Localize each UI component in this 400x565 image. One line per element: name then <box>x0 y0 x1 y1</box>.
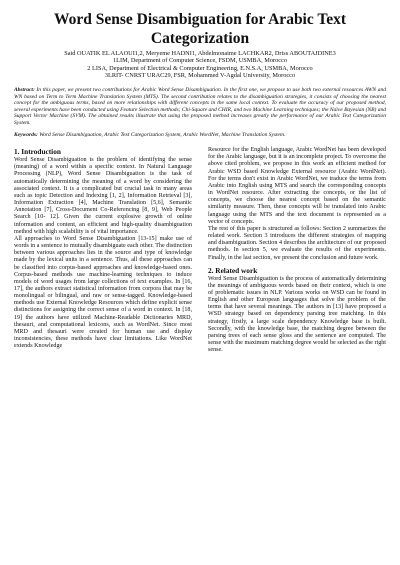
abstract-label: Abstract: <box>14 87 35 94</box>
keywords-text: Word Sense Disambiguation, Arabic Text Categorization System, Arabic WordNet, Machine Translation System. <box>39 131 286 138</box>
keywords-label: Keywords: <box>14 131 38 138</box>
paragraph: Resource for the English language, Arabic WordNet has been developed for the Arabic language, but it is an incomplete project. To overcome the above cited problem, we propose in this work an efficient method for Arabic WSD based Knowledge External resource (Arabic WordNet). For the terms don't exist in Arabic WordNet, we traduce the terms from Arabic into English using MTS and search the corresponding concepts in WordNet resource. After extracting the concepts, or the list of concepts, we choose the nearest concept based on the semantic similarity measure. Then, these concepts will be translated into Arabic language using the MTS and the text document is represented as a vector of concepts. <box>208 147 386 225</box>
affiliation-2: 2 LISA, Department of Electrical & Computer Engineering, E.N.S.A, USMBA, Morocco <box>87 64 313 72</box>
section-heading-introduction: 1. Introduction <box>14 147 61 157</box>
affiliation-1: 1LIM, Department of Computer Science, FSDM, USMBA, Morocco <box>112 57 288 65</box>
section-heading-related-work: 2. Related work <box>208 265 258 275</box>
author-list: Said OUATIK EL ALAOUI1,2, Meryeme HADNI1, Abdelmonaime LACHKAR2, Driss ABOUTAJDINE3 <box>64 50 336 57</box>
affiliation-3: 3LRIT- CNRST URAC29, FSR, Mohammed V-Agdal University, Morocco <box>104 71 296 79</box>
keywords <box>14 132 386 139</box>
title-line-1: Word Sense Disambiguation for Arabic Text <box>53 11 347 28</box>
paragraph: All approaches to Word Sense Disambiguation [13-15] make use of words in a sentence to mutually disambiguate each other. The distinction between various approaches lies in the source and type of knowledge made by the lexical units in a sentence. Thus, all these approaches can be classified into corpus-based approaches and knowledge-based ones. Corpus-based methods use machine-learning techniques to induce models of word usages from large collections of text examples. In [16, 17], the authors extract statistical information from corpora that may be monolingual or bilingual, and raw or sense-tagged. Knowledge-based methods use External Knowledge Resources which define explicit sense distinctions for assigning the correct sense of a word in context. In [18, 19] the authors have utilized Machine-Readable Dictionaries MRD, thesauri, and computational lexicons, such as WordNet. Since most MRD and thesauri were created for human use and display inconsistencies, these methods have clear limitations. Like WordNet extends Knowledge <box>14 235 192 350</box>
paragraph: Word Sense Disambiguation is the process of automatically determining the meanings of ambiguous words based on their context, which is one of problematic issues in NLP. Various works on WSD can be found in English and other European languages that solve the problem of the terms that have several meanings. The authors in [13] have proposed a WSD strategy based on dependency parsing tree matching. In this strategy, firstly, a large scale dependency Knowledge base is built. Secondly, with the knowledge base, the matching degree between the parsing trees of each sense gloss and the sentence are computed. The sense with the maximum matching degree would be selected as the right sense. <box>208 275 386 354</box>
paragraph: The rest of this paper is structured as follows: Section 2 summarizes the related work. Section 3 introduces the different strategies of mapping and disambiguation. Section 4 describes the architecture of our proposed methods. In section 5, we evaluate the results of the experiments. Finally, in the last section, we present the conclusion and future work. <box>208 225 386 261</box>
paper-title <box>14 10 386 48</box>
abstract-text: In this paper, we present two contributions for Arabic Word Sense Disambiguation. In the first one, we propose to use both two external resources AWN and WN based on Term to Term Machine Translation System (MTS). The second contribution relates to the disambiguation strategies, it consists of choosing the nearest concept for the ambiguous terms, based on more relationships with different concepts in the same local context. To evaluate the accuracy of our proposed method, several experiments have been conducted using Feature Selection methods; Chi-Square and CHIR, and two Machine Learning techniques; the Naïve Bayesian (NB) and Support Vector Machine (SVM). The obtained results illustrate that using the proposed method increases greatly the performance of our Arabic Text Categorization System. <box>14 87 386 126</box>
abstract <box>14 87 386 127</box>
right-column <box>208 147 386 354</box>
title-line-2: Categorization <box>150 30 250 47</box>
paragraph: Word Sense Disambiguation is the problem of identifying the sense (meaning) of a word within a specific context. In Natural Language Processing (NLP), Word Sense Disambiguation is the task of automatically determining the meaning of a word by considering the associated context. It is a complicated but crucial task in many areas such as topic Detection and Indexing [1, 2], Information Retrieval [3], Information Extraction [4], Machine Translation [5,6], Semantic Annotation [7], Cross-Document Co-Referencing [8, 9], Web People Search [10- 12]. Given the current explosive growth of online information and content, an efficient and high-quality disambiguation method with high scalability is of vital importance. <box>14 157 192 235</box>
left-column <box>14 147 192 354</box>
body-columns <box>14 147 386 354</box>
